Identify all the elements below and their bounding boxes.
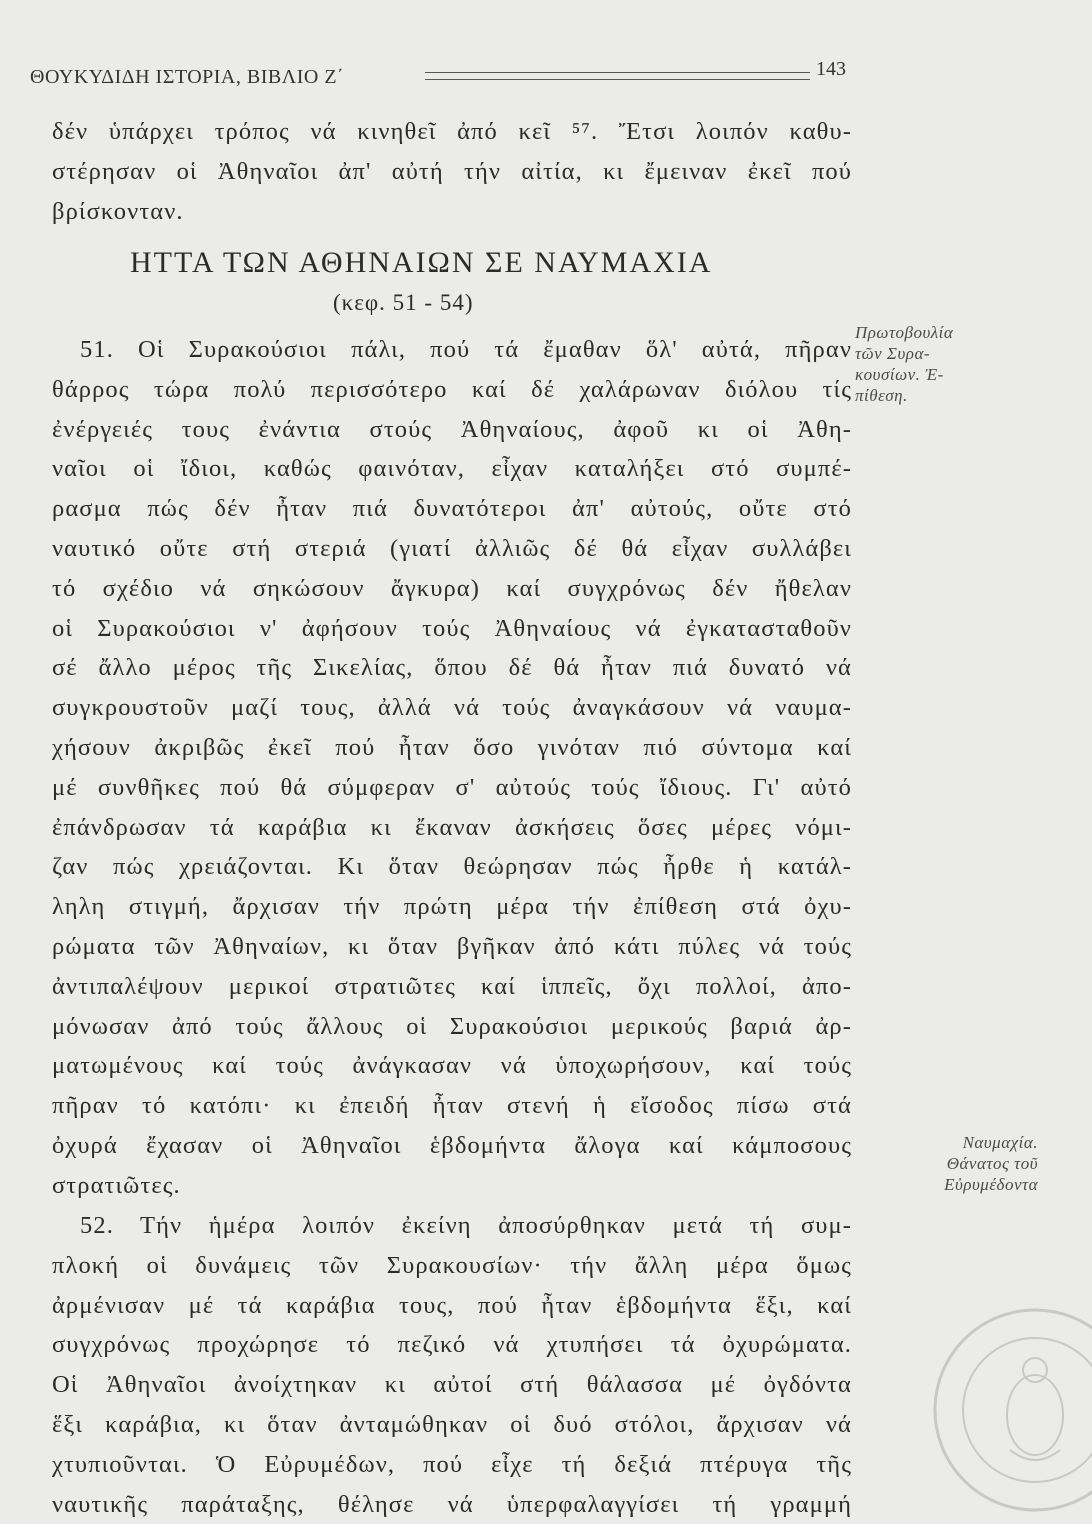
margin-note-line: Θάνατος τοῦ (946, 1154, 1038, 1173)
para51-line: σέ ἄλλο μέρος τῆς Σικελίας, ὅπου δέ θά ἦταν πιά δυνατό νά (52, 654, 852, 682)
body-text (52, 112, 852, 231)
para51-line: ναῖοι οἱ ἴδιοι, καθώς φαινόταν, εἶχαν καταλήξει στό συμπέ- (52, 455, 852, 483)
para52-line: συγχρόνως προχώρησε τό πεζικό νά χτυπήσει τά ὀχυρώματα. (52, 1331, 852, 1359)
margin-note-line: κουσίων. Ἐ- (855, 365, 944, 384)
para51-line: οἱ Συρακούσιοι ν' ἀφήσουν τούς Ἀθηναίους νά ἐγκατασταθοῦν (52, 614, 852, 642)
para51-line: ληλη στιγμή, ἄρχισαν τήν πρώτη μέρα τήν ἐπίθεση στά ὀχυ- (52, 893, 852, 921)
para52-line: χτυπιοῦνται. Ὁ Εὐρυμέδων, πού εἶχε τή δεξιά πτέρυγα τῆς (52, 1450, 852, 1478)
margin-note-line: Ναυμαχία. (962, 1133, 1038, 1152)
para51-line: πῆραν τό κατόπι· κι ἐπειδή ἦταν στενή ἡ εἴσοδος πίσω στά (52, 1092, 852, 1120)
margin-note-naval-battle (888, 1132, 1038, 1195)
para51-line: ὀχυρά ἔχασαν οἱ Ἀθηναῖοι ἑβδομήντα ἄλογα καί κάμποσους (52, 1131, 852, 1159)
library-stamp-icon (925, 1300, 1092, 1520)
section-subtitle: (κεφ. 51 - 54) (333, 290, 474, 315)
section-title: ΗΤΤΑ ΤΩΝ ΑΘΗΝΑΙΩΝ ΣΕ ΝΑΥΜΑΧΙΑ (130, 246, 713, 279)
para51-line: θάρρος τώρα πολύ περισσότερο καί δέ χαλάρωναν διόλου τίς (52, 375, 852, 403)
para52-line: ναυτικῆς παράταξης, θέλησε νά ὑπερφαλαγγίσει τή γραμμή (52, 1490, 852, 1518)
para51-line: μόνωσαν ἀπό τούς ἄλλους οἱ Συρακούσιοι μερικούς βαριά ἀρ- (52, 1012, 852, 1040)
intro-line: δέν ὑπάρχει τρόπος νά κινηθεῖ ἀπό κεῖ ⁵⁷. Ἔτσι λοιπόν καθυ- (52, 118, 852, 145)
para52-line: ἀρμένισαν μέ τά καράβια τους, πού ἦταν ἑβδομήντα ἕξι, καί (52, 1291, 852, 1319)
para52-line: πλοκή οἱ δυνάμεις τῶν Συρακουσίων· τήν ἄλλη μέρα ὅμως (52, 1251, 852, 1279)
margin-note-line: τῶν Συρα- (855, 344, 931, 363)
margin-note-initiative (855, 322, 1005, 406)
para51-line: 51. Οἱ Συρακούσιοι πάλι, πού τά ἔμαθαν ὅλ' αὐτά, πῆραν (80, 336, 852, 363)
header-rule (425, 72, 810, 80)
margin-note-line: Εὐρυμέδοντα (944, 1175, 1038, 1194)
para51-line: ναυτικό οὔτε στή στεριά (γιατί ἀλλιῶς δέ θά εἶχαν συλλάβει (52, 534, 852, 562)
para51-line: μέ συνθῆκες πού θά σύμφεραν σ' αὐτούς τούς ἴδιους. Γι' αὐτό (52, 773, 852, 801)
intro-line: στέρησαν οἱ Ἀθηναῖοι ἀπ' αὐτή τήν αἰτία, κι ἔμειναν ἐκεῖ πού (52, 157, 852, 185)
para51-line: ματωμένους καί τούς ἀνάγκασαν νά ὑποχωρήσουν, καί τούς (52, 1052, 852, 1080)
para52-line: 52. Τήν ἡμέρα λοιπόν ἐκείνη ἀποσύρθηκαν μετά τή συμ- (80, 1212, 852, 1239)
running-head (30, 58, 846, 98)
para51-line: ρασμα πώς δέν ἦταν πιά δυνατότεροι ἀπ' αὐτούς, οὔτε στό (52, 495, 852, 523)
running-title: ΘΟΥΚΥΔΙΔΗ ΙΣΤΟΡΙΑ, ΒΙΒΛΙΟ Ζ΄ (30, 66, 345, 88)
para52-line: Οἱ Ἀθηναῖοι ἀνοίχτηκαν κι αὐτοί στή θάλασσα μέ ὀγδόντα (52, 1371, 852, 1399)
paragraph-52 (52, 1206, 852, 1524)
intro-line: βρίσκονταν. (52, 197, 184, 225)
para51-line: συγκρουστοῦν μαζί τους, ἀλλά νά τούς ἀναγκάσουν νά ναυμα- (52, 694, 852, 722)
para51-line: ζαν πώς χρειάζονται. Κι ὅταν θεώρησαν πώς ἦρθε ἡ κατάλ- (52, 853, 852, 881)
para51-line: ἐνέργειές τους ἐνάντια στούς Ἀθηναίους, ἀφοῦ κι οἱ Ἀθη- (52, 415, 852, 443)
para51-line: ἐπάνδρωσαν τά καράβια κι ἔκαναν ἀσκήσεις ὅσες μέρες νόμι- (52, 813, 852, 841)
margin-note-line: Πρωτοβουλία (855, 323, 954, 342)
para51-line: στρατιῶτες. (52, 1171, 181, 1199)
margin-note-line: πίθεση. (855, 386, 908, 405)
para51-line: ρώματα τῶν Ἀθηναίων, κι ὅταν βγῆκαν ἀπό κάτι πύλες νά τούς (52, 932, 852, 960)
page-number: 143 (816, 58, 846, 80)
para52-line: ἕξι καράβια, κι ὅταν ἀνταμώθηκαν οἱ δυό στόλοι, ἄρχισαν νά (52, 1410, 852, 1438)
para51-line: ἀντιπαλέψουν μερικοί στρατιῶτες καί ἱππεῖς, ὄχι πολλοί, ἀπο- (52, 972, 852, 1000)
para51-line: τό σχέδιο νά σηκώσουν ἄγκυρα) καί συγχρόνως δέν ἤθελαν (52, 574, 852, 602)
para51-line: χήσουν ἀκριβῶς ἐκεῖ πού ἦταν ὅσο γινόταν πιό σύντομα καί (52, 733, 852, 761)
paragraph-51 (52, 330, 852, 1206)
